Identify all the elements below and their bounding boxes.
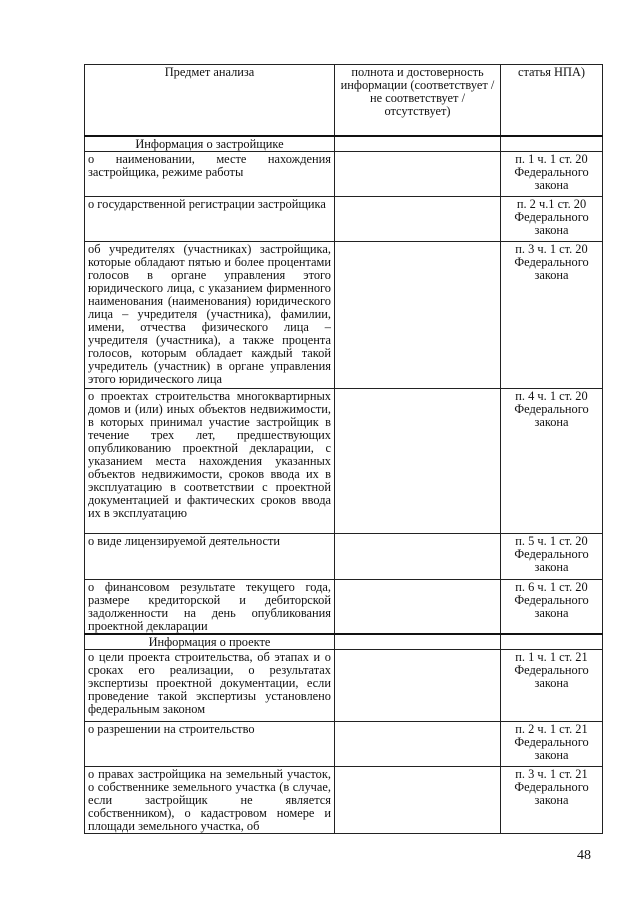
section-empty-cell [501,136,603,152]
table-row [85,721,603,766]
completeness-cell [335,196,501,241]
completeness-cell [335,649,501,721]
subject-cell: о цели проекта строительства, об этапах и о сроках его реализации, о результатах экспертизы проектной документации, если проведение такой экспертизы установлено федеральным законом [85,649,335,721]
completeness-cell [335,766,501,833]
table-row [85,533,603,579]
article-ref-cell: п. 1 ч. 1 ст. 20 Федерального закона [501,151,603,196]
section-empty-cell [335,136,501,152]
table-row [85,241,603,388]
subject-cell: о наименовании, месте нахождения застройщика, режиме работы [85,151,335,196]
table-header-row [85,65,603,136]
article-ref-cell: п. 3 ч. 1 ст. 20 Федерального закона [501,241,603,388]
table-row [85,649,603,721]
subject-cell: о правах застройщика на земельный участок, о собственнике земельного участка (в случае, если застройщик не является собственником), о кадастровом номере и площади земельного участка, об [85,766,335,833]
header-subject: Предмет анализа [85,65,335,136]
completeness-cell [335,241,501,388]
page-number: 48 [577,848,591,863]
subject-cell: о государственной регистрации застройщика [85,196,335,241]
section-row [85,634,603,650]
completeness-cell [335,533,501,579]
subject-cell: о виде лицензируемой деятельности [85,533,335,579]
header-article: статья НПА) [501,65,603,136]
completeness-cell [335,388,501,533]
article-ref-cell: п. 6 ч. 1 ст. 20 Федерального закона [501,579,603,634]
analysis-table [84,64,603,834]
table-row [85,579,603,634]
completeness-cell [335,151,501,196]
subject-cell: о разрешении на строительство [85,721,335,766]
header-completeness: полнота и достоверность информации (соответствует / не соответствует / отсутствует) [335,65,501,136]
section-title: Информация о проекте [85,634,335,650]
article-ref-cell: п. 2 ч. 1 ст. 21 Федерального закона [501,721,603,766]
subject-cell: о проектах строительства многоквартирных домов и (или) иных объектов недвижимости, в которых принимал участие застройщик в течение трех лет, предшествующих опубликованию проектной декларации, с указанием места нахождения указанных объектов недвижимости, сроков ввода их в эксплуатацию в соответствии с проектной документацией и фактических сроков ввода их в эксплуатацию [85,388,335,533]
article-ref-cell: п. 1 ч. 1 ст. 21 Федерального закона [501,649,603,721]
article-ref-cell: п. 5 ч. 1 ст. 20 Федерального закона [501,533,603,579]
article-ref-cell: п. 4 ч. 1 ст. 20 Федерального закона [501,388,603,533]
completeness-cell [335,721,501,766]
table-row [85,196,603,241]
table-row [85,766,603,833]
article-ref-cell: п. 2 ч.1 ст. 20 Федерального закона [501,196,603,241]
subject-cell: об учредителях (участниках) застройщика, которые обладают пятью и более процентами голосов в органе управления этого юридического лица, с указанием фирменного наименования (наименования) юридического лица – учредителя (участника), фамилии, имени, отчества физического лица – учредителя (участника), а также процента голосов, которым обладает каждый такой учредитель (участник) в органе управления этого юридического лица [85,241,335,388]
table-row [85,388,603,533]
section-empty-cell [501,634,603,650]
table-row [85,151,603,196]
section-empty-cell [335,634,501,650]
section-row [85,136,603,152]
subject-cell: о финансовом результате текущего года, размере кредиторской и дебиторской задолженности на день опубликования проектной декларации [85,579,335,634]
completeness-cell [335,579,501,634]
section-title: Информация о застройщике [85,136,335,152]
analysis-table-body [85,65,603,834]
article-ref-cell: п. 3 ч. 1 ст. 21 Федерального закона [501,766,603,833]
